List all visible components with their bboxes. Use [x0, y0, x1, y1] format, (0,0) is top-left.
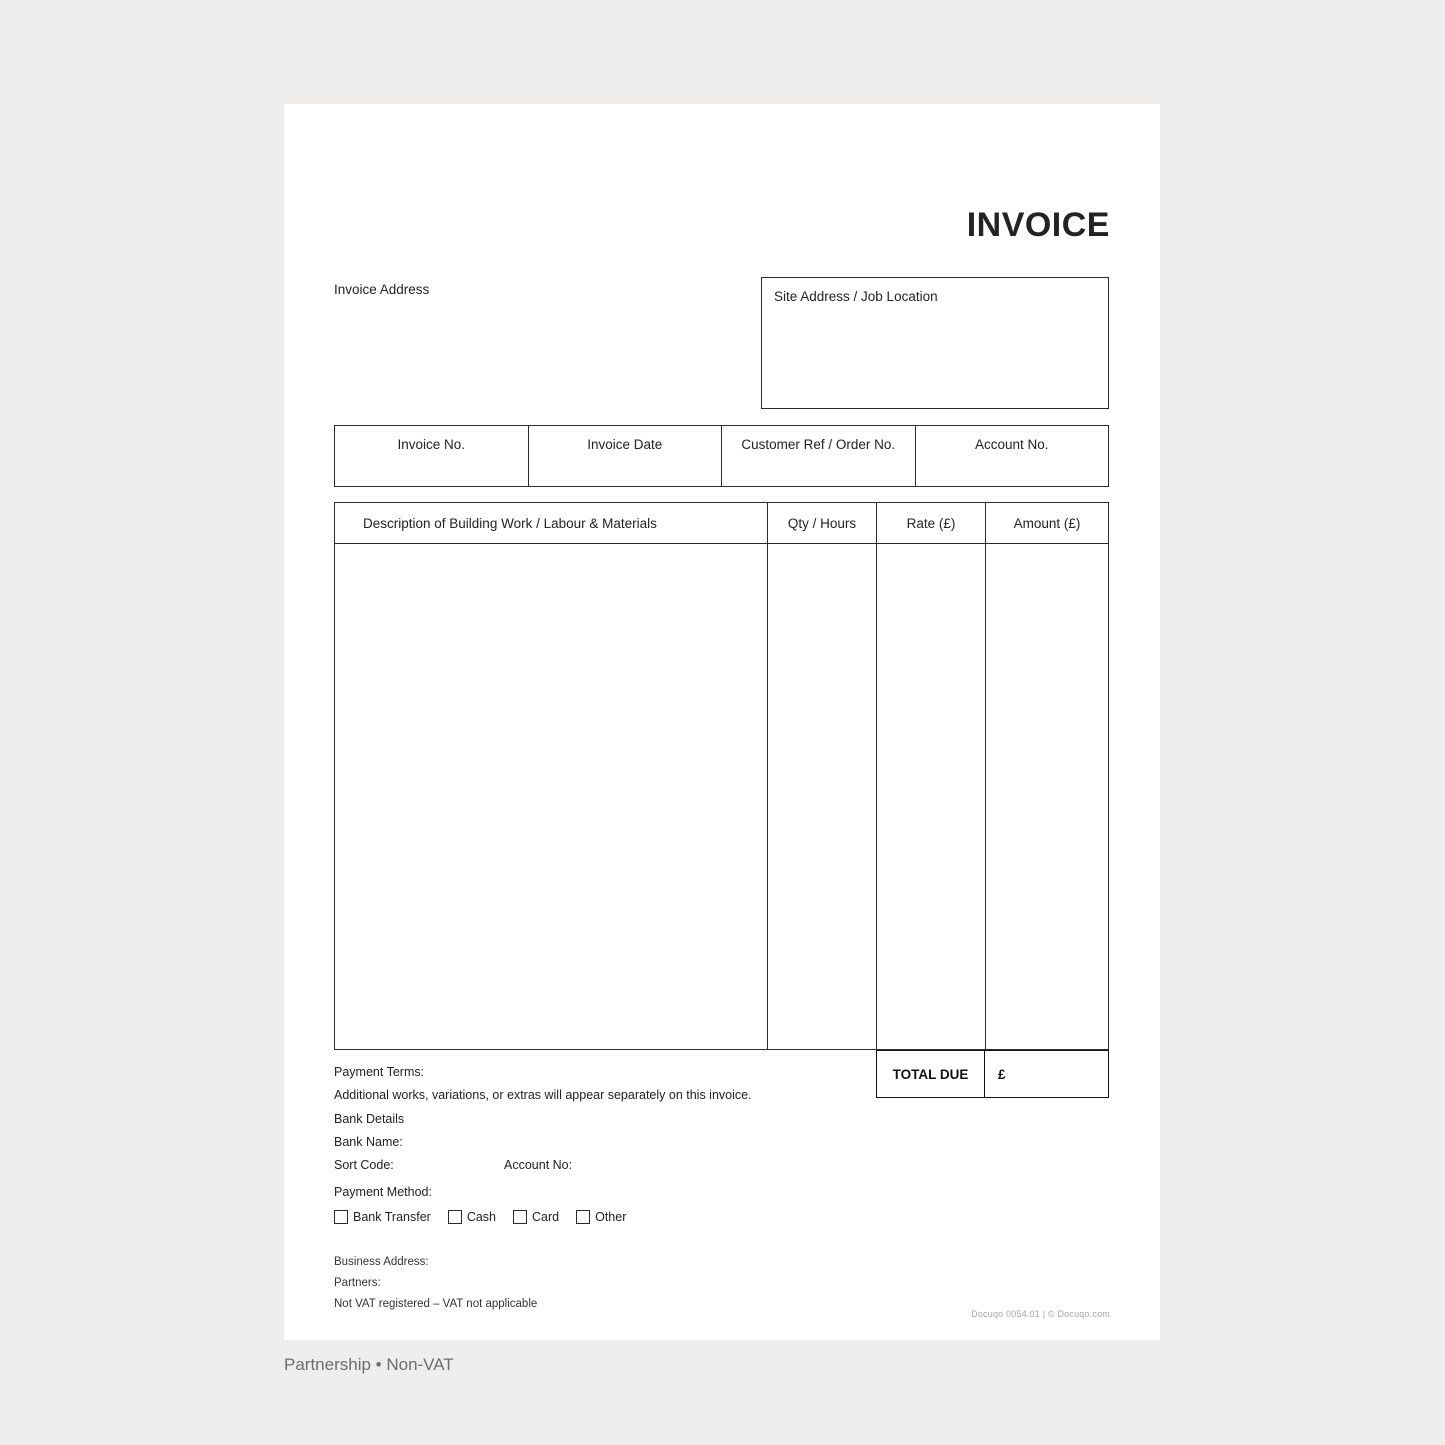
column-header-rate: Rate (£): [877, 503, 986, 543]
site-address-label: Site Address / Job Location: [774, 289, 938, 304]
line-items-body: [335, 544, 1108, 1049]
invoice-sheet: [284, 104, 1160, 1340]
business-details-block: [334, 1252, 537, 1315]
line-items-qty-area[interactable]: [768, 544, 877, 1049]
checkbox-icon[interactable]: [513, 1210, 527, 1224]
checkbox-label-card: Card: [532, 1210, 560, 1224]
document-page: [284, 104, 1160, 1340]
line-items-amount-area[interactable]: [986, 544, 1108, 1049]
payment-method-options: [334, 1210, 643, 1224]
payment-terms-note: Additional works, variations, or extras will appear separately on this invoice.: [334, 1088, 752, 1103]
checkbox-icon[interactable]: [448, 1210, 462, 1224]
business-address-label: Business Address:: [334, 1256, 429, 1268]
payment-terms-label: Payment Terms:: [334, 1065, 425, 1079]
account-no-label: Account No:: [504, 1158, 573, 1172]
meta-cell-account-no[interactable]: Account No.: [974, 437, 1049, 452]
page-title: INVOICE: [966, 206, 1110, 244]
meta-cell-invoice-date[interactable]: Invoice Date: [529, 426, 723, 486]
line-items-rate-area[interactable]: [877, 544, 986, 1049]
column-header-qty: Qty / Hours: [768, 503, 877, 543]
bank-name-label: Bank Name:: [334, 1134, 403, 1149]
invoice-address-label: Invoice Address: [334, 282, 430, 297]
payment-method-label: Payment Method:: [334, 1185, 432, 1199]
sort-code-label: Sort Code:: [334, 1158, 394, 1172]
checkbox-other[interactable]: [576, 1210, 626, 1224]
site-address-box[interactable]: [761, 277, 1109, 409]
checkbox-bank-transfer[interactable]: [334, 1210, 431, 1224]
checkbox-icon[interactable]: [334, 1210, 348, 1224]
checkbox-card[interactable]: [513, 1210, 559, 1224]
total-due-label: TOTAL DUE: [877, 1051, 985, 1097]
document-caption: Partnership • Non-VAT: [284, 1355, 454, 1374]
column-header-description: Description of Building Work / Labour & Materials: [335, 503, 768, 543]
column-header-amount: Amount (£): [1013, 515, 1081, 531]
meta-cell-invoice-no[interactable]: Invoice No.: [335, 426, 529, 486]
bank-details-label: Bank Details: [334, 1111, 405, 1126]
sort-code-row: [334, 1154, 864, 1177]
partners-label: Partners:: [334, 1276, 381, 1289]
checkbox-label-bank-transfer: Bank Transfer: [353, 1210, 431, 1224]
total-due-box: [876, 1050, 1109, 1098]
total-due-value[interactable]: £: [998, 1066, 1006, 1082]
checkbox-label-cash: Cash: [466, 1210, 497, 1224]
line-items-header-row: [335, 503, 1108, 544]
invoice-meta-row: [334, 425, 1109, 487]
document-reference: Docuqo 0054.01 | © Docuqo.com: [971, 1309, 1110, 1319]
payment-terms-block: [334, 1061, 864, 1177]
line-items-description-area[interactable]: [335, 544, 768, 1049]
meta-cell-customer-ref[interactable]: Customer Ref / Order No.: [722, 426, 916, 486]
checkbox-label-other: Other: [595, 1210, 627, 1224]
checkbox-icon[interactable]: [576, 1210, 590, 1224]
checkbox-cash[interactable]: [448, 1210, 496, 1224]
vat-note: Not VAT registered – VAT not applicable: [334, 1297, 538, 1310]
line-items-table: [334, 502, 1109, 1050]
